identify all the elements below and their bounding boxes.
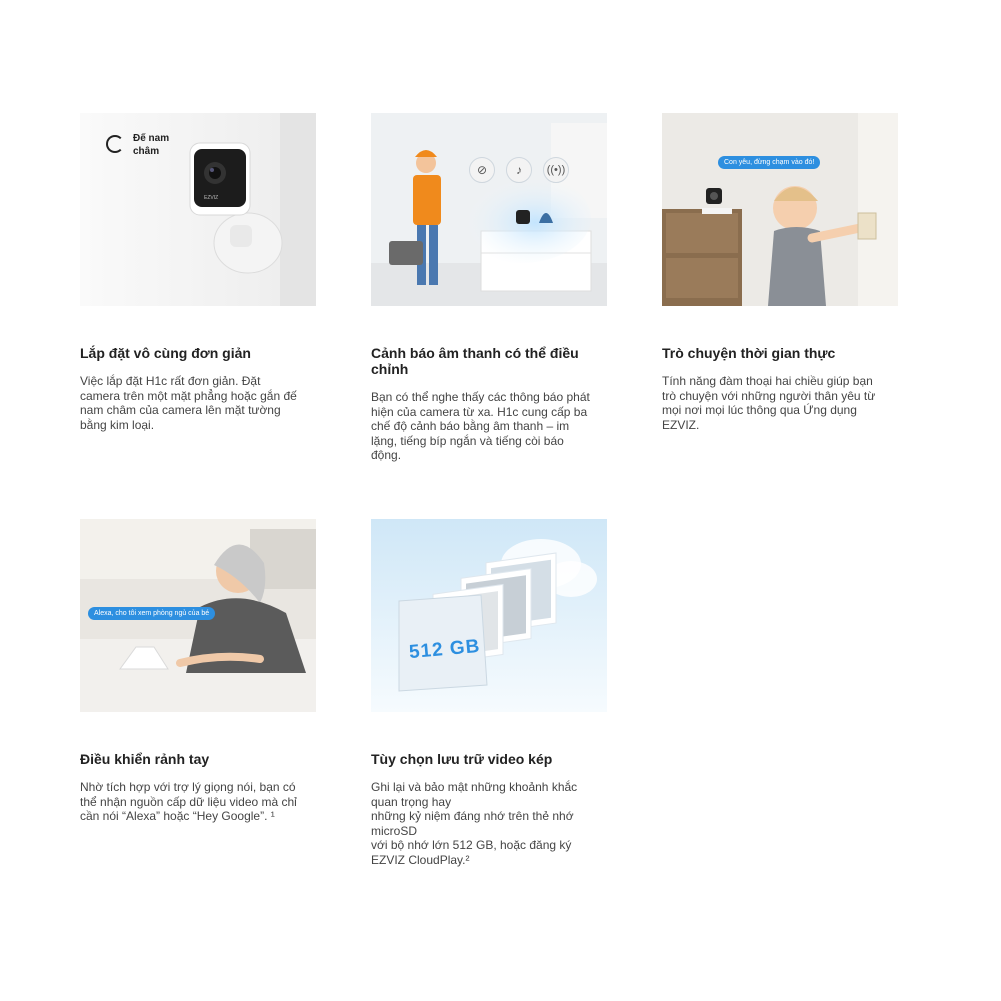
feature-image-dual-storage <box>371 519 607 712</box>
feature-card-installation <box>80 113 316 432</box>
feature-image-installation <box>80 113 316 306</box>
feature-description: Tính năng đàm thoại hai chiều giúp bạn trò chuyện với những người thân yêu từ mọi nơi mọi lúc thông qua Ứng dụng EZVIZ. <box>662 374 876 432</box>
feature-image-hands-free <box>80 519 316 712</box>
feature-description: Bạn có thể nghe thấy các thông báo phát hiện của camera từ xa. H1c cung cấp ba chế độ cảnh báo bằng âm thanh – im lặng, tiếng bíp ngắn và tiếng còi báo động. <box>371 390 590 462</box>
feature-title: Tùy chọn lưu trữ video kép <box>371 751 553 767</box>
mute-icon: ⊘ <box>469 157 495 183</box>
feature-card-hands-free <box>80 519 316 824</box>
feature-image-two-way-talk <box>662 113 898 306</box>
feature-description: Việc lắp đặt H1c rất đơn giản. Đặt camera trên một mặt phẳng hoặc gắn đế nam châm của camera lên mặt tường bằng kim loại. <box>80 374 297 432</box>
magnet-icon <box>106 135 124 153</box>
microsd-card-label: 512 GB <box>408 635 482 664</box>
feature-card-dual-storage <box>371 519 607 867</box>
speech-bubble: Alexa, cho tôi xem phòng ngủ của bé <box>88 607 215 620</box>
feature-title: Trò chuyện thời gian thực <box>662 345 836 361</box>
camera-brand-logo: EZVIZ <box>204 195 219 201</box>
image-label: Đế nam châm <box>133 133 170 157</box>
bell-icon: ♪ <box>506 157 532 183</box>
feature-card-sound-alert <box>371 113 607 463</box>
feature-image-sound-alert <box>371 113 607 306</box>
feature-title: Lắp đặt vô cùng đơn giản <box>80 345 251 361</box>
feature-title: Điều khiển rảnh tay <box>80 751 210 767</box>
alarm-icon: ((•)) <box>543 157 569 183</box>
feature-card-two-way-talk <box>662 113 898 432</box>
feature-description: Nhờ tích hợp với trợ lý giọng nói, bạn có thể nhận nguồn cấp dữ liệu video mà chỉ cần nói “Alexa” hoặc “Hey Google”. ¹ <box>80 780 297 823</box>
feature-title: Cảnh báo âm thanh có thể điều chỉnh <box>371 345 579 377</box>
speech-bubble: Con yêu, đừng chạm vào đó! <box>718 156 820 169</box>
feature-description: Ghi lại và bảo mật những khoảnh khắc quan trọng hay những kỷ niệm đáng nhớ trên thẻ nhớ microSD với bộ nhớ lớn 512 GB, hoặc đăng ký EZVIZ CloudPlay.² <box>371 780 578 867</box>
